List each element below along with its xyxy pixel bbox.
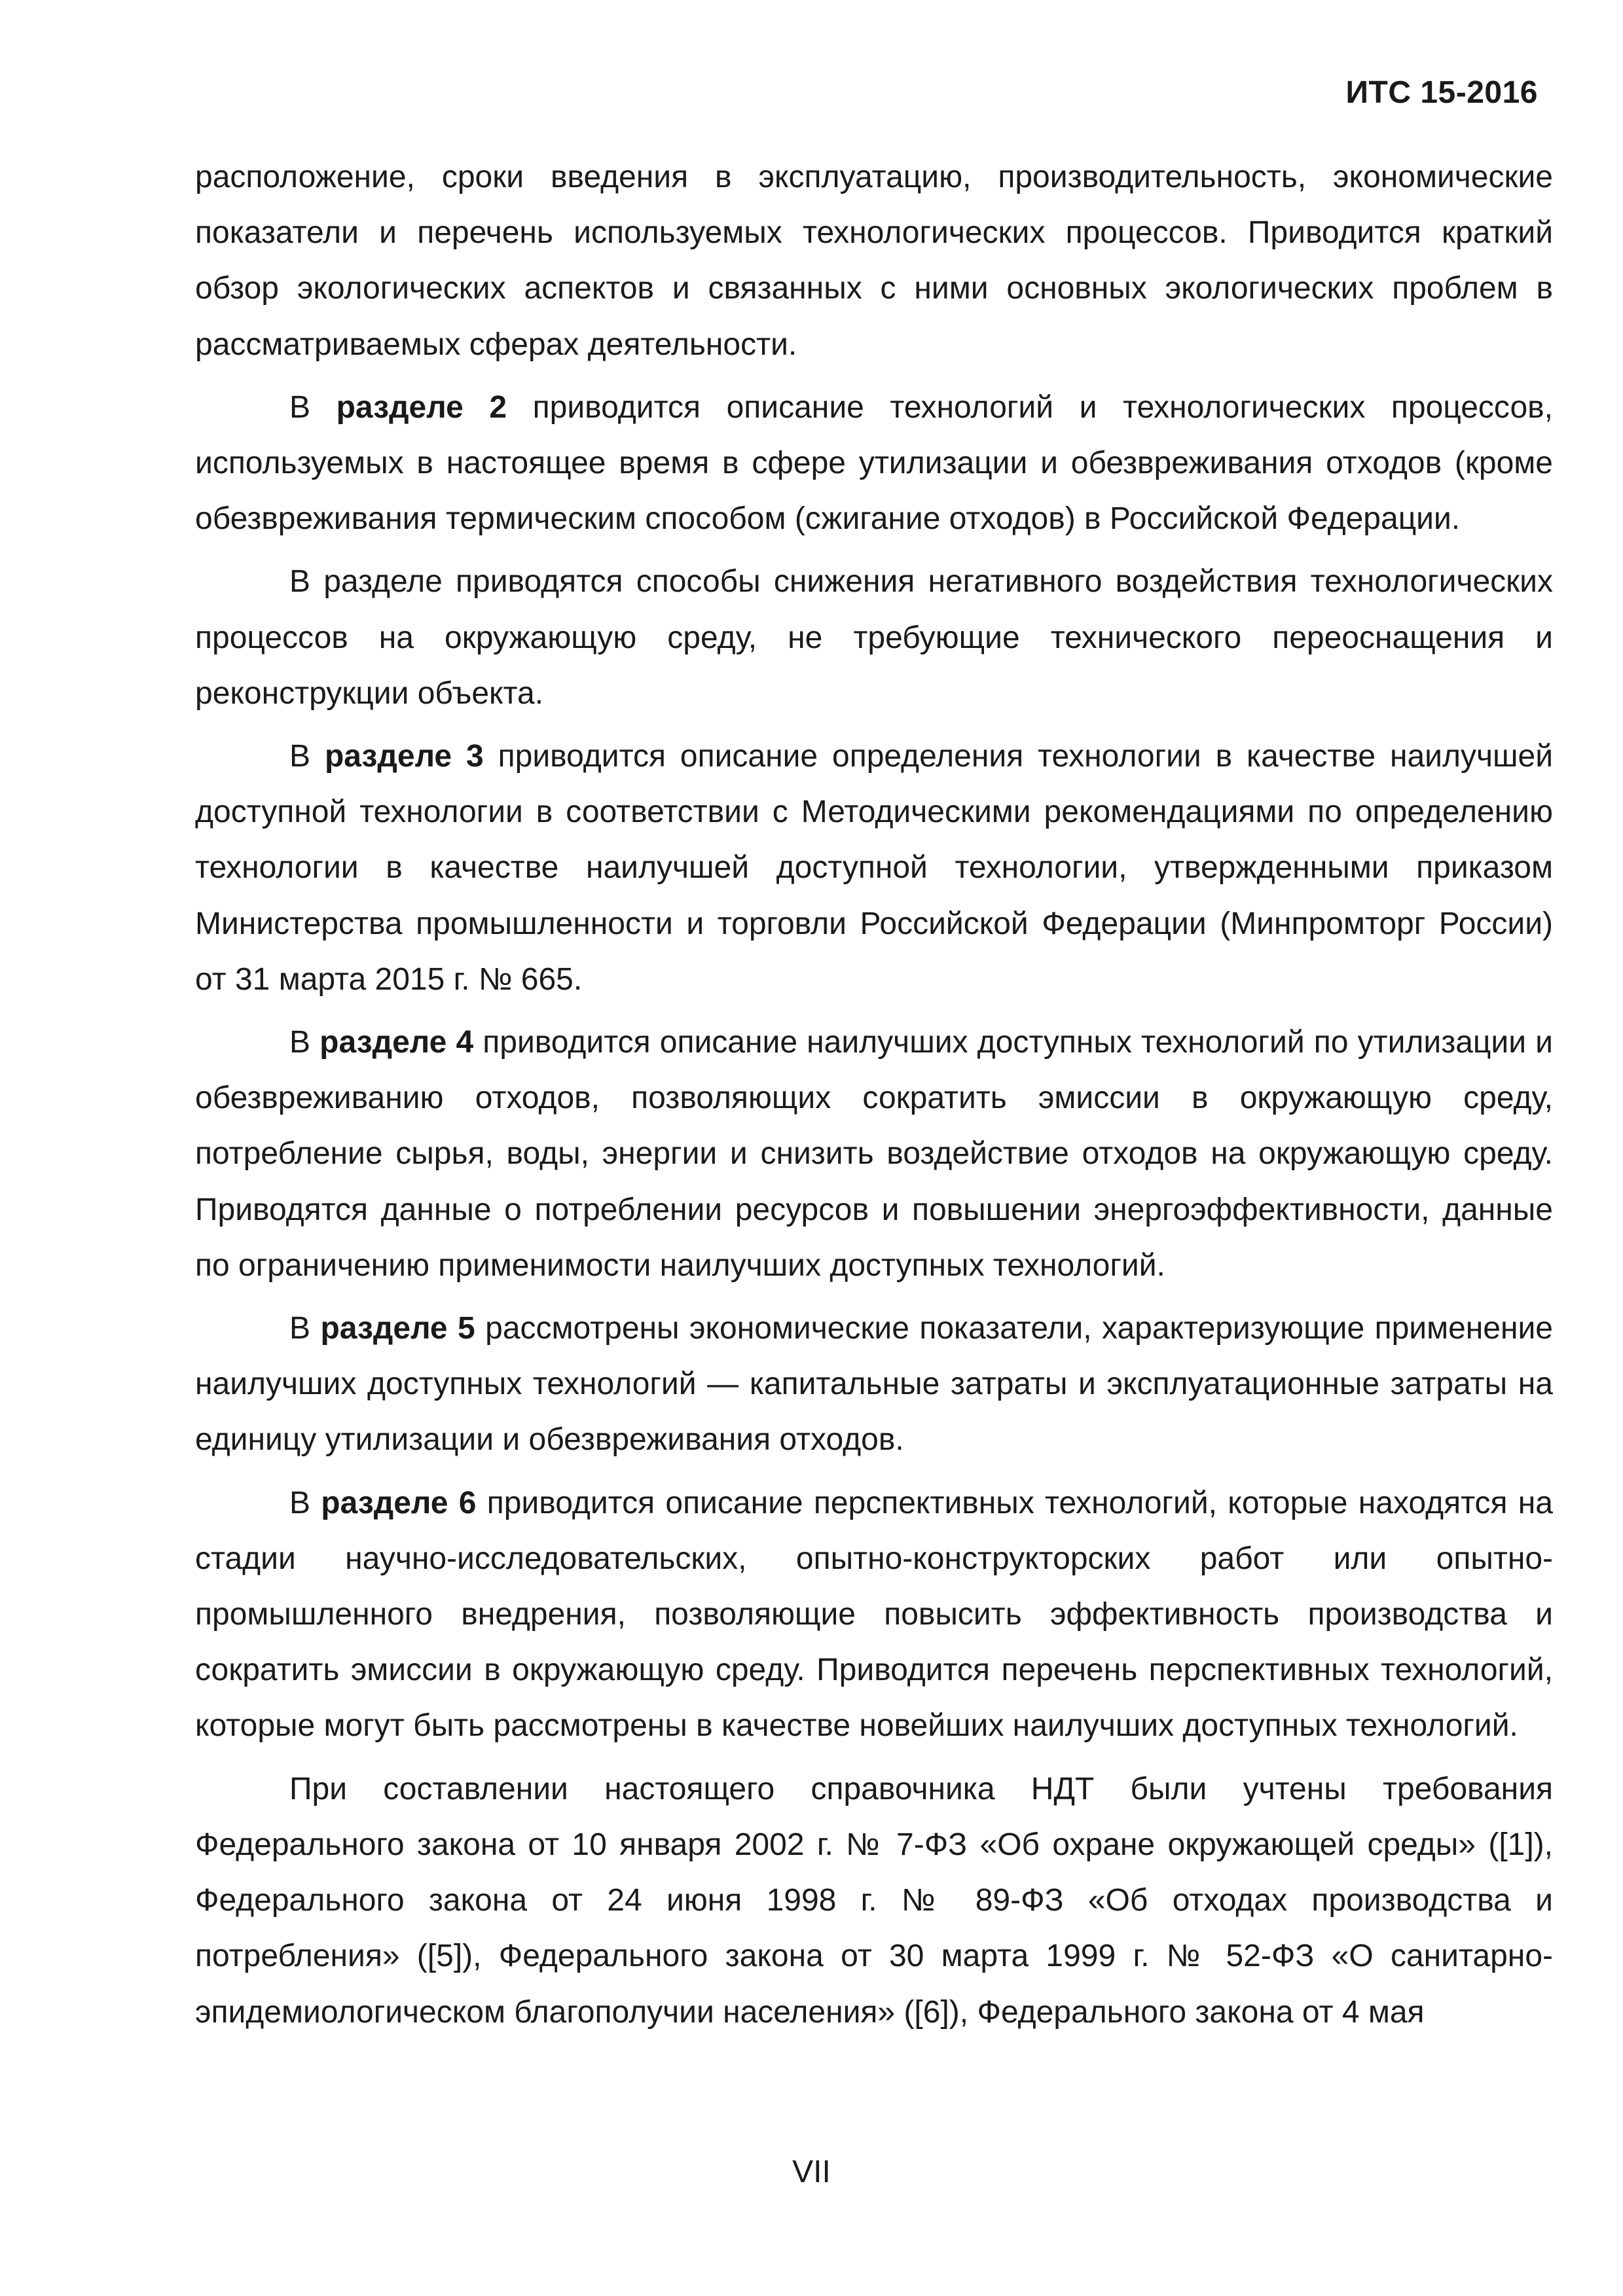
- paragraph-section-4: В разделе 4 приводится описание наилучших доступных технологий по утилизации и обезвреживанию отходов, позволяющих сократить эмиссии в окружающую среду, потребление сырья, воды, энергии и снизить воздействие отходов на окружающую среду. Приводятся данные о потреблении ресурсов и повышении энергоэффективности, данные по ограничению применимости наилучших доступных технологий.: [195, 1025, 1553, 1283]
- page-number: VII: [792, 2155, 831, 2189]
- section-ref-5: разделе 5: [320, 1311, 475, 1346]
- paragraph-intro-continuation: расположение, сроки введения в эксплуатацию, производительность, экономические показатели и перечень используемых технологических процессов. Приводится краткий обзор экологических аспектов и связанных с ними основных экологических проблем в рассматриваемых сферах деятельности.: [195, 160, 1553, 362]
- document-body: [195, 149, 1553, 2040]
- paragraph-section-5: В разделе 5 рассмотрены экономические показатели, характеризующие применение наилучших доступных технологий — капитальные затраты и эксплуатационные затраты на единицу утилизации и обезвреживания отходов.: [195, 1311, 1554, 1458]
- section-ref-3: разделе 3: [324, 739, 484, 774]
- paragraph-section-3: В разделе 3 приводится описание определения технологии в качестве наилучшей доступной технологии в соответствии с Методическими рекомендациями по определению технологии в качестве наилучшей доступной технологии, утвержденными приказом Министерства промышленности и торговли Российской Федерации (Минпромторг России) от 31 марта 2015 г. № 665.: [195, 739, 1554, 997]
- section-ref-2: разделе 2: [336, 389, 507, 425]
- document-code: ИТС 15-2016: [1345, 75, 1538, 110]
- paragraph-section-6: В разделе 6 приводится описание перспективных технологий, которые находятся на стадии научно-исследовательских, опытно-конструкторских работ или опытно-промышленного внедрения, позволяющие повысить эффективность производства и сократить эмиссии в окружающую среду. Приводится перечень перспективных технологий, которые могут быть рассмотрены в качестве новейших наилучших доступных технологий.: [195, 1485, 1553, 1744]
- paragraph-section-2-methods: В разделе приводятся способы снижения негативного воздействия технологических процессов на окружающую среду, не требующие технического переоснащения и реконструкции объекта.: [195, 564, 1553, 711]
- paragraph-legal-requirements: При составлении настоящего справочника НДТ были учтены требования Федерального закона от 10 января 2002 г. № 7-ФЗ «Об охране окружающей среды» ([1]), Федерального закона от 24 июня 1998 г. № 89-ФЗ «Об отходах производства и потребления» ([5]), Федерального закона от 30 марта 1999 г. № 52-ФЗ «О санитарно-эпидемиологическом благополучии населения» ([6]), Федерального закона от 4 мая: [195, 1771, 1553, 2030]
- paragraph-section-2: В разделе 2 приводится описание технологий и технологических процессов, используемых в настоящее время в сфере утилизации и обезвреживания отходов (кроме обезвреживания термическим способом (сжигание отходов) в Российской Федерации.: [195, 389, 1553, 537]
- section-ref-4: разделе 4: [319, 1025, 474, 1060]
- section-ref-6: разделе 6: [321, 1485, 477, 1520]
